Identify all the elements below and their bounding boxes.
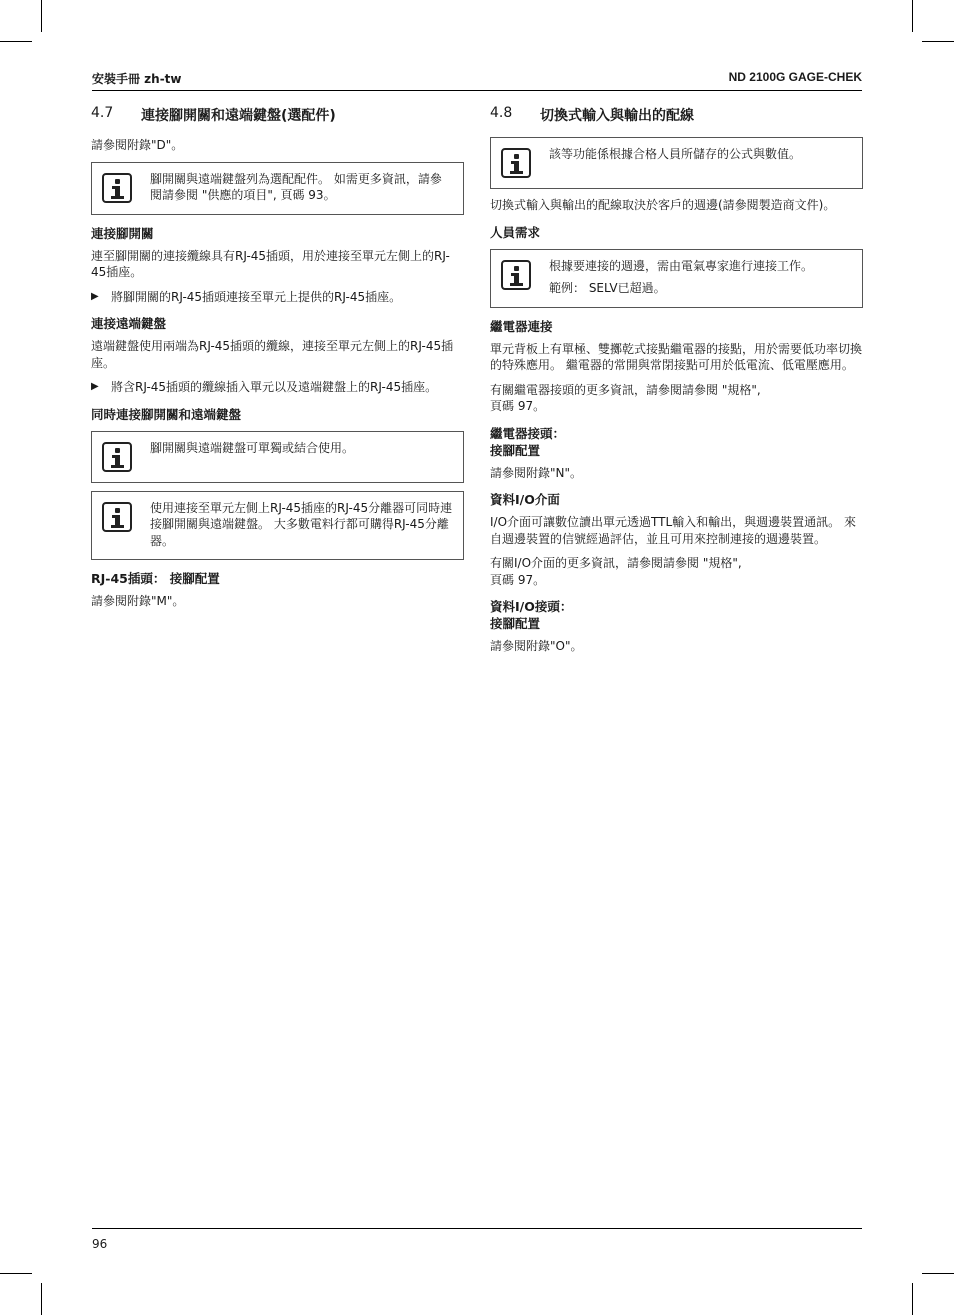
section-number: 4.7 [91, 105, 114, 121]
arrow-right-icon: ▶ [91, 290, 99, 302]
crop-mark [0, 41, 32, 42]
instruction-step [91, 289, 464, 306]
header-manual-title: 安裝手冊 zh-tw [92, 72, 182, 86]
section-heading [91, 105, 464, 125]
section-title: 連接腳開關和遠端鍵盤(選配件) [141, 108, 336, 124]
info-icon [501, 260, 531, 290]
subheading: 連接腳開關 [91, 225, 154, 241]
info-note [91, 491, 464, 561]
right-column [490, 105, 863, 663]
paragraph: 請參閱附錄"M"。 [91, 594, 185, 608]
section-title: 切換式輸入與輸出的配線 [540, 108, 694, 124]
subheading: 人員需求 [490, 224, 541, 240]
paragraph [490, 382, 863, 415]
info-text: 範例： SELV已超過。 [549, 281, 666, 295]
info-text: 腳開關與遠端鍵盤可單獨或結合使用。 [150, 440, 355, 455]
subheading [490, 598, 863, 632]
subheading: 繼電器連接 [490, 318, 553, 334]
subheading-line: 接腳配置 [490, 442, 541, 458]
page-footer [92, 1228, 862, 1251]
arrow-right-icon: ▶ [91, 381, 99, 392]
paragraph: 請參閱附錄"N"。 [490, 465, 583, 480]
step-text: 將腳開關的RJ-45插頭連接至單元上提供的RJ-45插座。 [111, 289, 402, 304]
paragraph: 遠端鍵盤使用兩端為RJ-45插頭的纜線，連接至單元左側上的RJ-45插座。 [91, 339, 454, 370]
subheading: 資料I/O介面 [490, 492, 560, 507]
left-column [91, 105, 464, 618]
crop-mark [922, 41, 954, 42]
subheading-line: 繼電器接頭： [490, 425, 566, 441]
cross-reference-text: 有關繼電器接頭的更多資訊，請參閱請參閱 "規格", [490, 382, 761, 397]
page-reference-link[interactable]: 頁碼 97。 [490, 572, 546, 587]
header-product-name: ND 2100G GAGE-CHEK [728, 70, 862, 84]
info-icon [102, 173, 132, 203]
info-icon [102, 502, 132, 532]
paragraph: 連至腳開關的連接纜線具有RJ-45插頭，用於連接至單元左側上的RJ-45插座。 [91, 248, 450, 279]
subheading: RJ-45插頭： 接腳配置 [91, 571, 220, 586]
paragraph: I/O介面可讓數位讀出單元透過TTL輸入和輸出，與週邊裝置通訊。 來自週邊裝置的信號經過評估，並且可用來控制連接的週邊裝置。 [490, 515, 856, 546]
info-text: 使用連接至單元左側上RJ-45插座的RJ-45分離器可同時連接腳開關與遠端鍵盤。 大多數電料行都可購得RJ-45分離器。 [150, 500, 453, 548]
crop-mark [912, 0, 913, 32]
info-text: 腳開關與遠端鍵盤列為選配配件。 如需更多資訊，請參閱請參閱 "供應的項目", 頁碼 93。 [150, 171, 442, 202]
info-note [490, 249, 863, 308]
subheading-line: 接腳配置 [490, 616, 541, 631]
info-text: 該等功能係根據合格人員所儲存的公式與數值。 [549, 147, 802, 161]
subheading: 連接遠端鍵盤 [91, 316, 167, 331]
page-header [92, 70, 862, 91]
info-icon [501, 148, 531, 178]
subheading: 同時連接腳開關和遠端鍵盤 [91, 406, 242, 422]
crop-mark [912, 1283, 913, 1315]
paragraph: 請參閱附錄"O"。 [490, 639, 583, 653]
info-text: 根據要連接的週邊，需由電氣專家進行連接工作。 [549, 258, 814, 273]
crop-mark [922, 1273, 954, 1274]
subheading-line: 資料I/O接頭： [490, 599, 573, 614]
section-heading [490, 105, 863, 125]
crop-mark [41, 1283, 42, 1315]
instruction-step [91, 379, 464, 396]
page-number: 96 [92, 1237, 108, 1251]
section-number: 4.8 [490, 105, 513, 121]
paragraph [490, 555, 863, 588]
subheading [490, 425, 863, 459]
paragraph: 請參閱附錄"D"。 [91, 138, 184, 152]
paragraph: 單元背板上有單極、雙擲乾式接點繼電器的接點，用於需要低功率切換的特殊應用。 繼電器的常開與常閉接點可用於低電流、低電壓應用。 [490, 341, 863, 372]
paragraph: 切換式輸入與輸出的配線取決於客戶的週邊(請參閱製造商文件)。 [490, 198, 836, 212]
step-text: 將含RJ-45插頭的纜線插入單元以及遠端鍵盤上的RJ-45插座。 [111, 380, 438, 394]
crop-mark [0, 1273, 32, 1274]
info-note [490, 137, 863, 189]
cross-reference-text: 有關I/O介面的更多資訊，請參閱請參閱 "規格", [490, 556, 742, 570]
info-note [91, 431, 464, 483]
info-note [91, 162, 464, 215]
crop-mark [41, 0, 42, 32]
page-reference-link[interactable]: 頁碼 97。 [490, 399, 546, 413]
info-icon [102, 442, 132, 472]
